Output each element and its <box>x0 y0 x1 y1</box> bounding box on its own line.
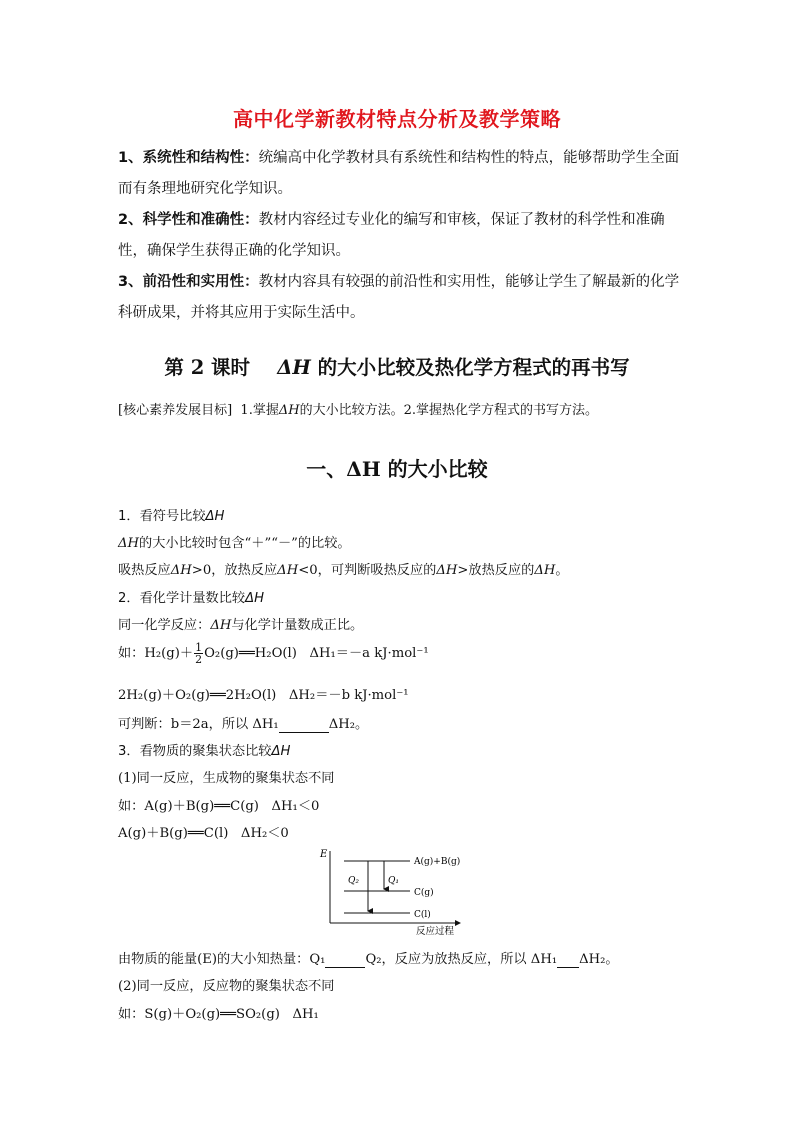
equation-2 <box>118 684 409 703</box>
equation-1 <box>118 642 429 665</box>
goal-2: 2.掌握热化学方程式的书写方法。 <box>403 403 598 418</box>
s1-line1-text: 的大小比较时包含“＋”“－”的比较。 <box>139 536 351 551</box>
eq1-part-a: H₂(g)＋ <box>144 646 194 661</box>
level-label-cl: C(l) <box>414 910 431 920</box>
eq1-prefix: 如： <box>118 646 145 661</box>
dh-symbol: ΔH <box>118 536 140 551</box>
eq5-dh: ΔH₁ <box>292 1007 319 1022</box>
eq1-dh: ΔH₁＝－a kJ·mol⁻¹ <box>309 646 429 661</box>
intro-text: 教材内容具有较强的前沿性和实用性，能够让学生了解最新的化学科研成果，并将其应用于实际生活中。 <box>118 274 680 321</box>
dh-symbol: ΔH <box>534 563 556 578</box>
eq4-dh: ΔH₂＜0 <box>240 826 289 841</box>
s3-sub-2: (2)同一反应，反应物的聚集状态不同 <box>118 979 335 994</box>
goals-label: [核心素养发展目标] <box>118 403 233 418</box>
intro-text: 教材内容经过专业化的编写和审核，保证了教材的科学性和准确性，确保学生获得正确的化学知识。 <box>118 212 665 259</box>
s1-text-c: <0，可判断吸热反应的 <box>298 563 437 578</box>
s2-line-1 <box>118 614 363 633</box>
judge-text-b: ΔH₂。 <box>328 717 369 732</box>
lesson-title <box>0 352 794 380</box>
q1-label: Q₁ <box>388 876 399 886</box>
eq3-text: 如：A(g)＋B(g)══C(g) <box>118 799 259 814</box>
subsection-head-2 <box>118 587 264 606</box>
energy-conclusion <box>118 948 619 968</box>
subsection-head-1 <box>118 505 224 524</box>
s2-head-text: 2．看化学计量数比较 <box>118 591 246 606</box>
lesson-suffix: 的大小比较及热化学方程式的再书写 <box>317 356 630 379</box>
level-label-reactants: A(g)+B(g) <box>414 857 461 867</box>
intro-item <box>118 143 683 205</box>
dh-symbol: ΔH <box>205 509 225 524</box>
dh-symbol: ΔH <box>436 563 458 578</box>
fraction-denominator: 2 <box>195 653 203 666</box>
s1-text-a: 吸热反应 <box>118 563 171 578</box>
x-axis-label: 反应过程 <box>416 926 455 935</box>
intro-label: 3、前沿性和实用性： <box>118 274 259 290</box>
energy-diagram <box>312 845 482 935</box>
answer-blank[interactable] <box>557 952 579 968</box>
s2-text-a: 同一化学反应： <box>118 618 211 633</box>
s1-line-2: 吸热反应ΔH>0，放热反应ΔH<0，可判断吸热反应的ΔH>放热反应的ΔH。 <box>118 563 569 578</box>
lesson-prefix: 第 2 课时 <box>164 356 251 379</box>
intro-text: 统编高中化学教材具有系统性和结构性的特点，能够帮助学生全面而有条理地研究化学知识。 <box>118 150 680 197</box>
eq5-text: 如：S(g)＋O₂(g)══SO₂(g) <box>118 1007 280 1022</box>
answer-blank[interactable] <box>325 952 365 968</box>
y-axis-label: E <box>320 849 328 860</box>
dh-symbol: ΔH <box>271 744 291 759</box>
eq2-text: 2H₂(g)＋O₂(g)══2H₂O(l) <box>118 688 277 703</box>
energy-text-a: 由物质的能量(E)的大小知热量：Q₁ <box>118 952 326 967</box>
page-title: 高中化学新教材特点分析及教学策略 <box>233 107 561 131</box>
energy-text-c: ΔH₂。 <box>579 952 619 967</box>
level-label-cg: C(g) <box>414 888 434 898</box>
s1-line-1 <box>118 532 351 551</box>
dh-symbol: ΔH <box>245 591 265 606</box>
intro-label: 1、系统性和结构性： <box>118 150 259 166</box>
s1-text-b: >0，放热反应 <box>191 563 278 578</box>
eq3-dh: ΔH₁＜0 <box>271 799 320 814</box>
dh-symbol: ΔH <box>210 618 232 633</box>
goal-1-b: 的大小比较方法。 <box>299 403 404 418</box>
equation-5 <box>118 1003 319 1022</box>
answer-blank[interactable] <box>279 717 329 733</box>
core-goals <box>118 399 718 418</box>
goal-1-a: 1.掌握 <box>240 403 279 418</box>
fraction-numerator: 1 <box>195 641 203 654</box>
s1-head-text: 1．看符号比较 <box>118 509 206 524</box>
energy-text-b: Q₂，反应为放热反应，所以 ΔH₁ <box>365 952 558 967</box>
section-title: 一、ΔH 的大小比较 <box>306 457 488 481</box>
fraction <box>194 642 203 665</box>
dh-symbol: ΔH <box>278 403 300 418</box>
dh-symbol: ΔH <box>170 563 192 578</box>
intro-item <box>118 205 683 267</box>
intro-item <box>118 267 683 329</box>
dh-symbol: ΔH <box>277 563 299 578</box>
subsection-head-3 <box>118 740 290 759</box>
s1-text-d: >放热反应的 <box>457 563 535 578</box>
eq2-dh: ΔH₂＝－b kJ·mol⁻¹ <box>288 688 409 703</box>
lesson-delta: ΔH <box>277 356 311 379</box>
judge-text-a: 可判断：b＝2a，所以 ΔH₁ <box>118 717 279 732</box>
eq1-part-b: O₂(g)══H₂O(l) <box>204 646 297 661</box>
intro-list <box>118 143 683 329</box>
s2-text-b: 与化学计量数成正比。 <box>231 618 364 633</box>
s3-head-text: 3．看物质的聚集状态比较 <box>118 744 272 759</box>
eq4-text: A(g)＋B(g)══C(l) <box>118 826 229 841</box>
intro-label: 2、科学性和准确性： <box>118 212 259 228</box>
judgement-line <box>118 713 368 733</box>
s3-sub-1: (1)同一反应，生成物的聚集状态不同 <box>118 771 335 786</box>
equation-3 <box>118 795 319 814</box>
q2-label: Q₂ <box>348 876 359 886</box>
equation-4 <box>118 822 289 841</box>
